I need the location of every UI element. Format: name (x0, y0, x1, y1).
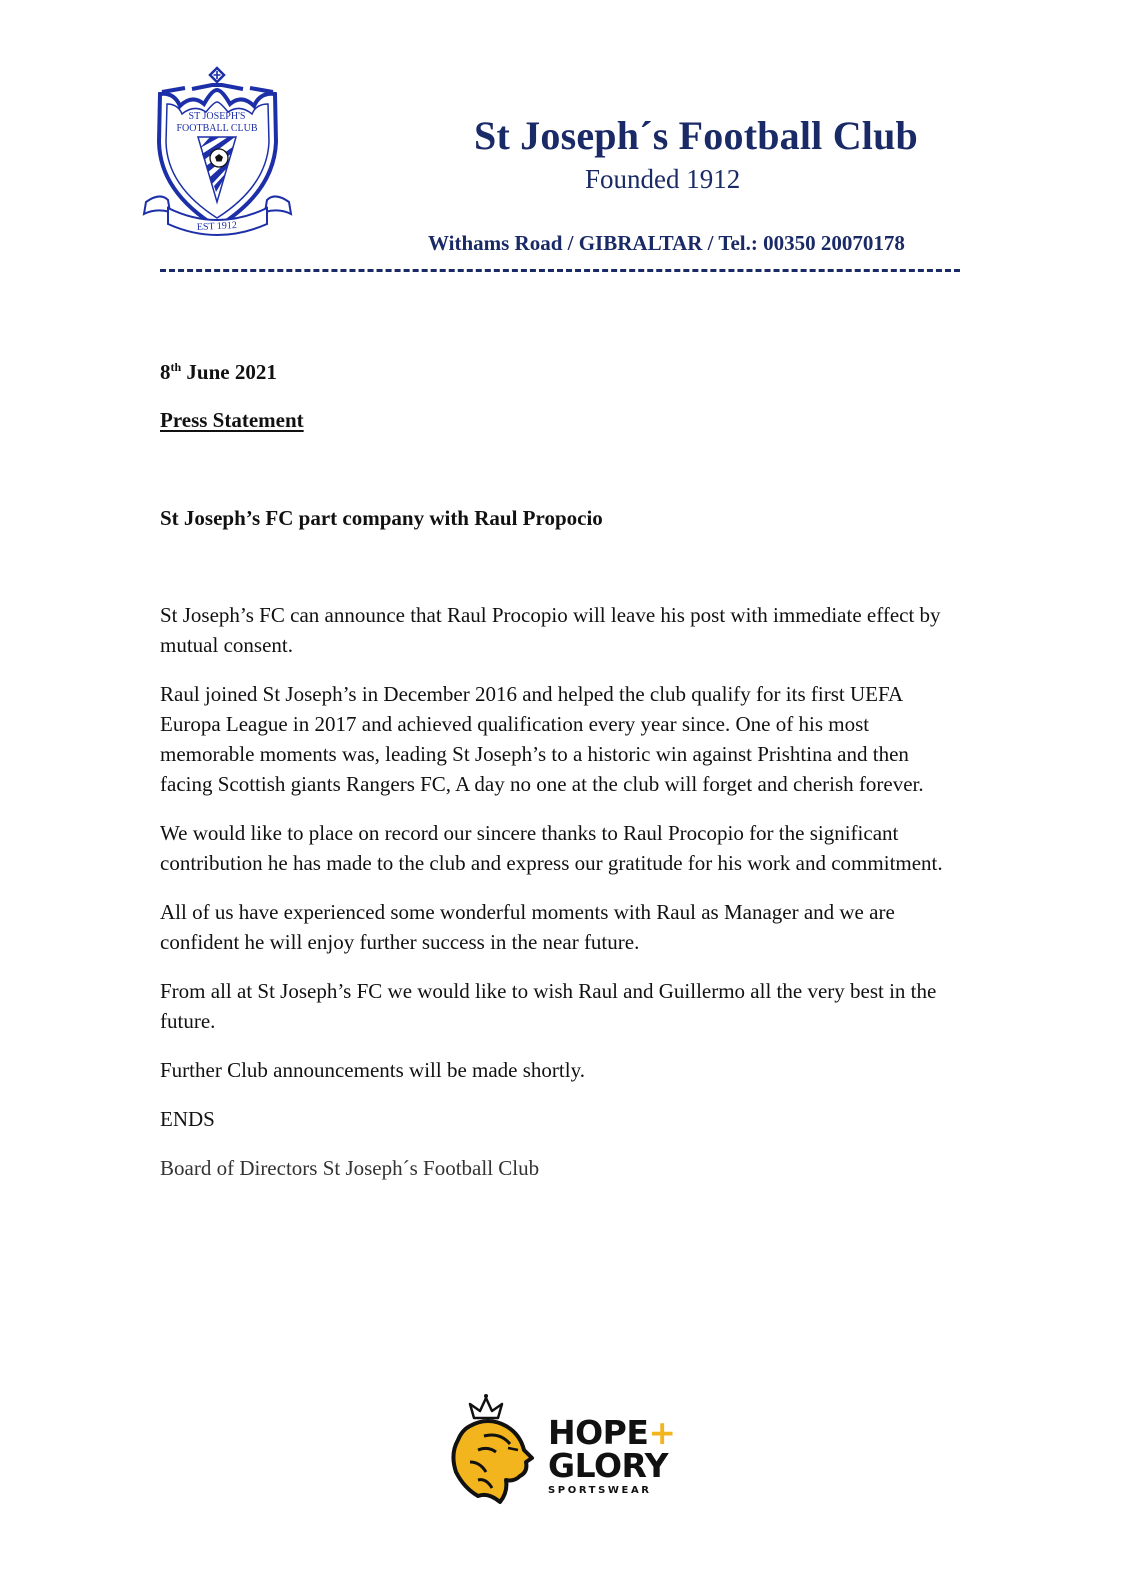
paragraph: Further Club announcements will be made shortly. (160, 1058, 585, 1082)
sponsor-word-glory: GLORY (548, 1446, 668, 1485)
sponsor-tagline: SPORTSWEAR (548, 1485, 652, 1496)
date-suffix: th (170, 360, 182, 374)
lion-crown-icon (448, 1392, 543, 1507)
crest-text-line2: FOOTBALL CLUB (176, 123, 258, 134)
paragraph: From all at St Joseph’s FC we would like to wish Raul and Guillermo all the very best in the future. (160, 979, 937, 1033)
ends-marker: ENDS (160, 1107, 215, 1131)
crest-text-line1: ST JOSEPH'S (188, 111, 246, 122)
founded-subtitle: Founded 1912 (585, 164, 741, 194)
date-day: 8 (160, 360, 171, 384)
statement-body (160, 600, 965, 1202)
paragraph: We would like to place on record our sincere thanks to Raul Procopio for the significant contribution he has made to the club and express our gratitude for his work and commitment. (160, 821, 943, 875)
club-address: Withams Road / GIBRALTAR / Tel.: 00350 20070178 (428, 231, 905, 255)
paragraph: All of us have experienced some wonderful moments with Raul as Manager and we are confident he will enjoy further success in the near future. (160, 900, 895, 954)
sponsor-word-hope: HOPE (548, 1413, 649, 1452)
sponsor-wordmark (548, 1413, 676, 1496)
letterhead-divider (160, 269, 960, 272)
sponsor-logo (448, 1392, 688, 1507)
crest-ribbon-text: EST 1912 (196, 219, 238, 234)
statement-headline: St Joseph’s FC part company with Raul Propocio (160, 506, 603, 530)
club-crest-icon (140, 62, 295, 242)
signature: Board of Directors St Joseph´s Football Club (160, 1156, 540, 1180)
plus-icon: + (648, 1413, 676, 1452)
press-statement-label: Press Statement (160, 408, 304, 432)
date-month-year: June 2021 (181, 360, 277, 384)
paragraph: St Joseph’s FC can announce that Raul Procopio will leave his post with immediate effect by mutual consent. (160, 603, 941, 657)
paragraph: Raul joined St Joseph’s in December 2016 and helped the club qualify for its first UEFA Europa League in 2017 and achieved qualification every year since. One of his most memorable moments was, leading St Joseph’s to a historic win against Prishtina and then facing Scottish giants Rangers FC, A day no one at the club will forget and cherish forever. (160, 682, 924, 796)
statement-date (160, 360, 277, 385)
club-name-heading: St Joseph´s Football Club (474, 113, 918, 158)
